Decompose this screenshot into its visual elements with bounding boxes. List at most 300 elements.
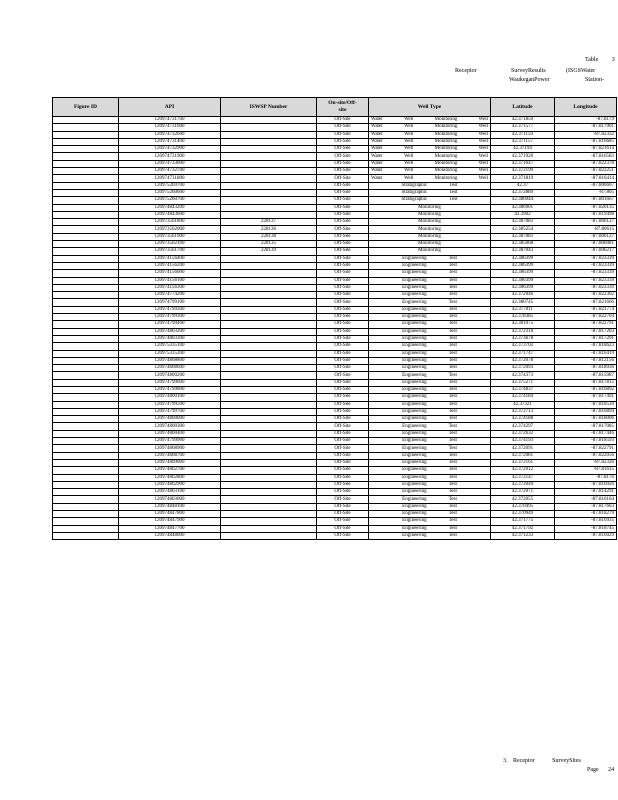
well-type-word: Test: [448, 489, 457, 495]
cell-figure-id: [53, 511, 119, 518]
cell-well-type: [369, 481, 491, 488]
well-type-word: Engineering: [402, 284, 427, 290]
well-type-word: Engineering: [402, 365, 427, 371]
cell-onsite: Off-Site: [317, 452, 369, 459]
well-type-word: Monitoring: [418, 233, 441, 239]
well-type-word: Well: [478, 117, 488, 123]
well-type-words: [371, 416, 488, 422]
cell-latitude: 42.372049: [491, 481, 555, 488]
cell-longitude: -87.816935: [555, 518, 617, 525]
well-type-word: Test: [448, 314, 457, 320]
cell-latitude: 42.370949: [491, 511, 555, 518]
cell-api: 120974800400: [119, 430, 221, 437]
cell-well-type: [369, 489, 491, 496]
cell-api: 120974731400: [119, 138, 221, 145]
cell-well-type: [369, 189, 491, 196]
well-type-word: Engineering: [402, 277, 427, 283]
cell-api: 120975269700: [119, 182, 221, 189]
table-header-row: [53, 98, 617, 117]
cell-api: 120974799800: [119, 386, 221, 393]
table-row: [53, 306, 617, 313]
cell-longitude: -87.82326: [555, 459, 617, 466]
cell-longitude: -87.806081: [555, 241, 617, 248]
cell-well-type: [369, 292, 491, 299]
table-row: [53, 408, 617, 415]
cell-well-type: [369, 532, 491, 539]
cell-longitude: -87.818593: [555, 438, 617, 445]
table-row: [53, 357, 617, 364]
well-type-words: [371, 248, 488, 254]
cell-isws: [221, 153, 317, 160]
cell-api: 120974156300: [119, 284, 221, 291]
well-type-word: Engineering: [402, 343, 427, 349]
well-type-word: Monitoring: [434, 117, 458, 123]
table-row: [53, 430, 617, 437]
cell-figure-id: [53, 423, 119, 430]
table-row: [53, 423, 617, 430]
cell-api: 120974799400: [119, 321, 221, 328]
cell-longitude: -87.822056: [555, 452, 617, 459]
cell-isws: [221, 489, 317, 496]
well-type-word: Engineering: [402, 263, 427, 269]
cell-api: 120974799500: [119, 401, 221, 408]
cell-onsite: Off-Site: [317, 262, 369, 269]
cell-onsite: Off-Site: [317, 474, 369, 481]
cell-longitude: -87.817201: [555, 335, 617, 342]
well-type-word: Stratigraphic: [401, 190, 428, 196]
well-type-words: [371, 219, 488, 225]
well-type-word: Test: [448, 263, 457, 269]
cell-figure-id: [53, 175, 119, 182]
cell-api: 120974803000: [119, 496, 221, 503]
well-type-word: Test: [448, 481, 457, 487]
cell-isws: [221, 438, 317, 445]
cell-onsite: Off-Site: [317, 219, 369, 226]
cell-onsite: Off-Site: [317, 365, 369, 372]
cell-well-type: [369, 503, 491, 510]
cell-isws: [221, 284, 317, 291]
well-type-words: [371, 482, 488, 488]
well-type-words: [371, 402, 488, 408]
cell-longitude: -87.80615: [555, 226, 617, 233]
cell-well-type: [369, 438, 491, 445]
cell-onsite: Off-Site: [317, 299, 369, 306]
well-type-words: [371, 475, 488, 481]
cell-onsite: Off-Site: [317, 211, 369, 218]
cell-longitude: -87.821774: [555, 306, 617, 313]
well-type-word: Engineering: [402, 438, 427, 444]
cell-well-type: [369, 146, 491, 153]
cell-figure-id: [53, 430, 119, 437]
cell-latitude: 42.385254: [491, 226, 555, 233]
well-type-words: [371, 292, 488, 298]
cell-longitude: -87.823339: [555, 270, 617, 277]
cell-isws: [221, 146, 317, 153]
cell-longitude: -87.816685: [555, 138, 617, 145]
cell-figure-id: [53, 357, 119, 364]
cell-figure-id: [53, 138, 119, 145]
cell-figure-id: [53, 270, 119, 277]
cell-figure-id: [53, 335, 119, 342]
cell-api: 120974799700: [119, 408, 221, 415]
cell-longitude: -87.823339: [555, 262, 617, 269]
cell-onsite: Off-Site: [317, 496, 369, 503]
cell-latitude: 42.371647: [491, 160, 555, 167]
well-type-word: Well: [404, 160, 414, 166]
cell-longitude: -87.816029: [555, 532, 617, 539]
cell-well-type: [369, 452, 491, 459]
table-row: [53, 248, 617, 255]
cell-well-type: [369, 226, 491, 233]
cell-onsite: Off-Site: [317, 182, 369, 189]
well-type-word: Monitoring: [418, 241, 441, 247]
cell-isws: [221, 503, 317, 510]
well-type-word: Test: [448, 277, 457, 283]
cell-well-type: [369, 525, 491, 532]
cell-longitude: -87.822378: [555, 160, 617, 167]
well-type-words: [371, 336, 488, 342]
table-row: [53, 525, 617, 532]
well-type-words: [371, 497, 488, 503]
cell-figure-id: [53, 306, 119, 313]
page-label: Page: [587, 767, 599, 773]
cell-figure-id: [53, 459, 119, 466]
well-type-words: [371, 387, 488, 393]
well-type-word: Test: [449, 190, 458, 196]
cell-well-type: [369, 335, 491, 342]
cell-longitude: -87.823339: [555, 277, 617, 284]
cell-api: 120974156400: [119, 255, 221, 262]
cell-well-type: [369, 430, 491, 437]
well-type-words: [371, 161, 488, 167]
cell-figure-id: [53, 518, 119, 525]
cell-well-type: [369, 284, 491, 291]
well-type-words: [371, 394, 488, 400]
well-type-word: Water: [371, 124, 383, 130]
cell-longitude: -87.818006: [555, 416, 617, 423]
cell-onsite: Off-Site: [317, 408, 369, 415]
cell-isws: [221, 182, 317, 189]
cell-api: 120974799900: [119, 438, 221, 445]
cell-isws: [221, 532, 317, 539]
cell-latitude: 42.373702: [491, 343, 555, 350]
well-type-word: Test: [448, 328, 457, 334]
col-figure-id: Figure ID: [53, 98, 119, 117]
well-type-words: [371, 438, 488, 444]
cell-figure-id: [53, 146, 119, 153]
cell-onsite: Off-Site: [317, 372, 369, 379]
cell-figure-id: [53, 438, 119, 445]
cell-isws: [221, 365, 317, 372]
cell-longitude: -87.816583: [555, 153, 617, 160]
cell-isws: [221, 204, 317, 211]
cell-isws: [221, 401, 317, 408]
cell-api: 120974731600: [119, 124, 221, 131]
well-type-word: Engineering: [402, 299, 427, 305]
well-type-words: [371, 424, 488, 430]
well-type-word: Well: [478, 131, 488, 137]
title-isgs-water: (ISGSWater: [566, 68, 596, 74]
cell-latitude: 42.385068: [491, 241, 555, 248]
cell-latitude: 42.374373: [491, 372, 555, 379]
cell-latitude: 42.386399: [491, 255, 555, 262]
cell-onsite: Off-Site: [317, 350, 369, 357]
page-indicator: [587, 767, 614, 773]
well-type-words: [371, 511, 488, 517]
cell-well-type: [369, 408, 491, 415]
table-body: [53, 117, 617, 540]
cell-figure-id: [53, 168, 119, 175]
cell-longitude: -87.817446: [555, 430, 617, 437]
well-type-word: Water: [371, 168, 383, 174]
cell-latitude: 42.386399: [491, 262, 555, 269]
cell-longitude: -87.820135: [555, 204, 617, 211]
well-type-word: Test: [448, 533, 457, 539]
well-type-word: Engineering: [402, 533, 427, 539]
well-type-word: Engineering: [402, 306, 427, 312]
well-type-word: Engineering: [402, 292, 427, 298]
well-type-word: Engineering: [402, 255, 427, 261]
title-receptor: Receptor: [455, 68, 477, 74]
well-type-word: Monitoring: [418, 248, 441, 254]
cell-api: 120974800300: [119, 423, 221, 430]
cell-longitude: -87.822791: [555, 321, 617, 328]
cell-figure-id: [53, 292, 119, 299]
cell-api: 120974799600: [119, 379, 221, 386]
well-type-word: Engineering: [402, 336, 427, 342]
cell-isws: [221, 168, 317, 175]
well-type-word: Monitoring: [418, 219, 441, 225]
well-type-words: [371, 241, 488, 247]
cell-onsite: Off-Site: [317, 255, 369, 262]
cell-latitude: 42.371233: [491, 532, 555, 539]
well-type-word: Monitoring: [434, 168, 458, 174]
cell-latitude: 42.375271: [491, 379, 555, 386]
cell-longitude: -87.806667: [555, 182, 617, 189]
well-type-word: Monitoring: [434, 175, 458, 181]
cell-well-type: [369, 328, 491, 335]
cell-latitude: 42.378385: [491, 314, 555, 321]
cell-longitude: -87.81615: [555, 467, 617, 474]
cell-onsite: Off-Site: [317, 277, 369, 284]
table-row: [53, 365, 617, 372]
well-type-word: Engineering: [402, 379, 427, 385]
well-type-word: Engineering: [402, 503, 427, 509]
well-type-words: [371, 285, 488, 291]
table-row: [53, 343, 617, 350]
table-row: [53, 299, 617, 306]
cell-longitude: -87.82332: [555, 131, 617, 138]
cell-well-type: [369, 321, 491, 328]
cell-onsite: Off-Site: [317, 438, 369, 445]
cell-latitude: 42.380745: [491, 299, 555, 306]
col-api: API: [119, 98, 221, 117]
cell-api: 120974843600: [119, 211, 221, 218]
cell-api: 120974733000: [119, 160, 221, 167]
table-row: [53, 459, 617, 466]
cell-longitude: -87.817815: [555, 379, 617, 386]
cell-figure-id: [53, 182, 119, 189]
cell-isws: [221, 459, 317, 466]
cell-isws: [221, 299, 317, 306]
cell-longitude: -87.816414: [555, 175, 617, 182]
cell-longitude: -87.822251: [555, 168, 617, 175]
cell-latitude: 42.372713: [491, 408, 555, 415]
cell-api: 120974847800: [119, 511, 221, 518]
well-type-word: Well: [404, 175, 414, 181]
cell-figure-id: [53, 189, 119, 196]
well-type-word: Monitoring: [434, 146, 458, 152]
well-type-word: Engineering: [402, 387, 427, 393]
cell-longitude: -87.806217: [555, 248, 617, 255]
cell-onsite: Off-Site: [317, 168, 369, 175]
cell-well-type: [369, 372, 491, 379]
cell-latitude: 42.372055: [491, 496, 555, 503]
cell-onsite: Off-Site: [317, 518, 369, 525]
well-type-words: [371, 453, 488, 459]
cell-figure-id: [53, 365, 119, 372]
well-type-word: Test: [448, 496, 457, 502]
cell-well-type: [369, 219, 491, 226]
table-label: [585, 57, 615, 64]
table-row: [53, 438, 617, 445]
cell-api: 120974732900: [119, 146, 221, 153]
well-type-words: [371, 329, 488, 335]
well-type-word: Test: [449, 197, 458, 203]
cell-onsite: Off-Site: [317, 430, 369, 437]
cell-latitude: 42.386901: [491, 204, 555, 211]
well-type-words: [371, 526, 488, 532]
well-type-words: [371, 212, 488, 218]
cell-latitude: 42.372081: [491, 452, 555, 459]
well-type-word: Test: [448, 321, 457, 327]
cell-isws: [221, 262, 317, 269]
receptor-survey-table: [52, 97, 617, 540]
cell-figure-id: [53, 314, 119, 321]
cell-latitude: 42.372318: [491, 328, 555, 335]
cell-well-type: [369, 168, 491, 175]
well-type-word: Well: [478, 124, 488, 130]
footer-survey-sites: SurveySites: [552, 758, 581, 764]
cell-isws: [221, 525, 317, 532]
cell-isws: [221, 211, 317, 218]
well-type-word: Test: [448, 445, 457, 451]
well-type-words: [371, 409, 488, 415]
cell-latitude: 42.386399: [491, 270, 555, 277]
cell-figure-id: [53, 284, 119, 291]
table-row: [53, 131, 617, 138]
table-row: [53, 518, 617, 525]
cell-isws: 228136: [221, 226, 317, 233]
cell-longitude: -87.818539: [555, 401, 617, 408]
cell-api: 120974803100: [119, 489, 221, 496]
cell-latitude: 42.371792: [491, 525, 555, 532]
well-type-word: Well: [404, 139, 414, 145]
table-row: [53, 416, 617, 423]
well-type-word: Test: [448, 372, 457, 378]
well-type-word: Engineering: [402, 452, 427, 458]
well-type-words: [371, 117, 488, 123]
cell-latitude: 42.387083: [491, 233, 555, 240]
table-row: [53, 386, 617, 393]
cell-figure-id: [53, 248, 119, 255]
cell-figure-id: [53, 131, 119, 138]
cell-longitude: -87.817085: [555, 423, 617, 430]
cell-longitude: -87.816892: [555, 386, 617, 393]
table-row: [53, 335, 617, 342]
cell-isws: [221, 408, 317, 415]
table-row: [53, 146, 617, 153]
table-row: [53, 379, 617, 386]
cell-well-type: [369, 467, 491, 474]
well-type-word: Well: [478, 175, 488, 181]
cell-figure-id: [53, 481, 119, 488]
cell-onsite: Off-Site: [317, 445, 369, 452]
cell-api: 120973562100: [119, 241, 221, 248]
cell-api: 120975260700: [119, 197, 221, 204]
well-type-words: [371, 489, 488, 495]
cell-figure-id: [53, 489, 119, 496]
cell-api: 120973561900: [119, 233, 221, 240]
well-type-word: Well: [404, 131, 414, 137]
well-type-word: Well: [404, 117, 414, 123]
well-type-word: Engineering: [402, 372, 427, 378]
cell-latitude: 42.371157: [491, 138, 555, 145]
cell-latitude: 42.371577: [491, 124, 555, 131]
cell-figure-id: [53, 445, 119, 452]
well-type-word: Test: [448, 401, 457, 407]
cell-api: 120974156100: [119, 277, 221, 284]
cell-figure-id: [53, 117, 119, 124]
well-type-word: Engineering: [402, 525, 427, 531]
well-type-word: Engineering: [402, 467, 427, 473]
cell-well-type: [369, 511, 491, 518]
well-type-word: Test: [448, 357, 457, 363]
cell-onsite: Off-Site: [317, 117, 369, 124]
cell-api: 120974799200: [119, 306, 221, 313]
cell-isws: [221, 138, 317, 145]
table-row: [53, 394, 617, 401]
cell-onsite: Off-Site: [317, 489, 369, 496]
cell-longitude: -87.822791: [555, 445, 617, 452]
cell-onsite: Off-Site: [317, 459, 369, 466]
cell-latitude: 42.372091: [491, 445, 555, 452]
cell-well-type: [369, 175, 491, 182]
cell-latitude: 42.387083: [491, 219, 555, 226]
cell-isws: [221, 335, 317, 342]
cell-longitude: -87.818279: [555, 511, 617, 518]
cell-figure-id: [53, 153, 119, 160]
cell-figure-id: [53, 226, 119, 233]
cell-onsite: Off-Site: [317, 131, 369, 138]
cell-api: 120974847700: [119, 525, 221, 532]
cell-isws: [221, 496, 317, 503]
cell-isws: [221, 328, 317, 335]
cell-latitude: 42.386399: [491, 284, 555, 291]
title-waukegan-power: WaukeganPower: [509, 77, 550, 83]
table-row: [53, 372, 617, 379]
table-row: [53, 124, 617, 131]
cell-isws: [221, 467, 317, 474]
cell-well-type: [369, 401, 491, 408]
cell-api: 120974847900: [119, 518, 221, 525]
cell-isws: [221, 474, 317, 481]
cell-longitude: -87.816894: [555, 408, 617, 415]
cell-well-type: [369, 386, 491, 393]
cell-figure-id: [53, 503, 119, 510]
cell-well-type: [369, 496, 491, 503]
cell-figure-id: [53, 233, 119, 240]
